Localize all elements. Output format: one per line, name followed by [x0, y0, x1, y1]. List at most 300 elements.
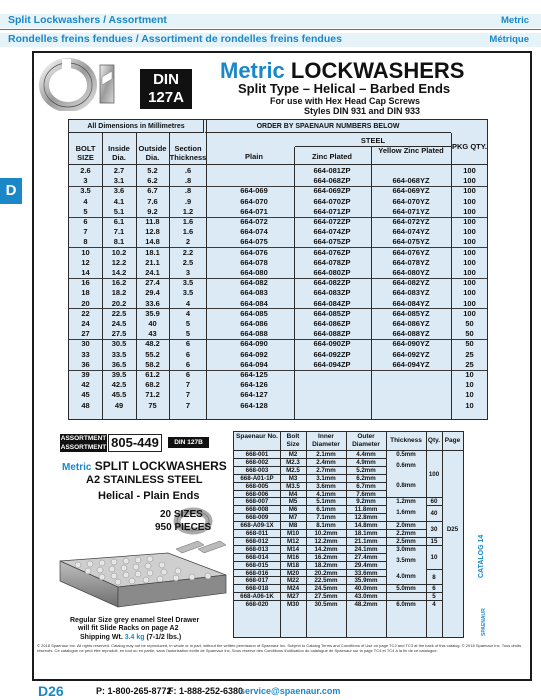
cell-plain: 664-083	[240, 288, 268, 298]
assortment-pieces: 950 PIECES	[155, 522, 212, 533]
cell-yellow: 664-074YZ	[392, 227, 430, 237]
table-row	[69, 360, 487, 370]
table-row	[69, 299, 487, 309]
cell-thick-merged: 1.6mm	[386, 505, 426, 521]
col-outside-dia: Outside Dia.	[138, 144, 167, 162]
cell-inside: 27.5	[111, 329, 127, 339]
cell-outer: 9.2mm	[356, 498, 376, 506]
cell-outside: 18.1	[145, 247, 160, 257]
table-row	[69, 207, 487, 217]
cell-bolt: 45	[81, 390, 90, 400]
col-bolt-size: BOLT SIZE	[75, 144, 96, 162]
cell-no: 668-001	[245, 451, 269, 458]
cell-qty: 40	[426, 505, 442, 521]
cell-qty: 60	[426, 497, 442, 505]
header-rule	[69, 164, 487, 165]
cell-outside: 6.7	[147, 186, 158, 196]
cell-bolt: 36	[81, 359, 90, 369]
cell-zinc: 664-090ZP	[313, 339, 351, 349]
cell-zinc: 664-076ZP	[313, 247, 351, 257]
cell-section: 7	[185, 380, 191, 390]
cell-bolt: 2.6	[80, 166, 91, 175]
cell-inside: 16.2	[111, 278, 127, 288]
product-usage: For use with Hex Head Cap Screws	[270, 96, 421, 106]
cell-yellow: 664-080YZ	[392, 268, 430, 277]
cell-outside: 21.1	[145, 257, 160, 267]
cell-inside: 22.5	[111, 308, 127, 318]
cell-inner: 7.1mm	[316, 514, 336, 522]
din-127b-badge: DIN 127B	[168, 437, 209, 448]
cell-thick: 3.0mm	[396, 545, 416, 553]
lockwasher-spec-table	[68, 119, 488, 420]
cell-outside: 68.2	[145, 380, 160, 390]
cell-plain: 664-128	[240, 400, 268, 410]
assortment-title-main: SPLIT LOCKWASHERS	[94, 459, 227, 473]
cell-bolt: M27	[286, 593, 300, 601]
fax-number: F: 1-888-252-6380	[168, 686, 244, 696]
cell-yellow: 664-078YZ	[392, 257, 430, 267]
cell-inner: 30.5mm	[314, 601, 338, 609]
col-qty: Qty.	[427, 437, 441, 444]
cell-pkg: 50	[465, 329, 474, 339]
table-row	[69, 278, 487, 288]
cell-plain: 664-080	[240, 268, 268, 277]
cell-section: 4	[185, 308, 191, 318]
cell-section: 3	[185, 268, 191, 277]
cell-yellow: 664-092YZ	[392, 349, 430, 359]
cell-outer: 29.4mm	[354, 561, 378, 569]
cell-section: 7	[185, 400, 191, 410]
cell-section: .8	[184, 186, 192, 196]
column-rule	[371, 147, 372, 419]
cell-inside: 42.5	[111, 380, 127, 390]
cell-no: 668-018	[245, 585, 269, 593]
cell-bolt: M30	[286, 601, 300, 609]
cell-no: 668-002	[245, 458, 269, 466]
cell-bolt: M3	[288, 474, 298, 482]
cell-inner: 4.1mm	[316, 490, 336, 498]
cell-bolt: 3	[83, 176, 88, 186]
lockwasher-image	[38, 57, 130, 111]
col-plain: Plain	[245, 152, 263, 161]
cell-zinc: 664-080ZP	[313, 268, 351, 277]
header-category-fr: Métrique	[489, 34, 529, 45]
cell-outer: 4.9mm	[356, 458, 376, 466]
table-row	[69, 186, 487, 196]
table-row	[69, 370, 487, 380]
cell-thick-merged: 0.6mm	[386, 458, 426, 474]
cell-thick-merged: 3.5mm	[386, 553, 426, 569]
cell-inner: 24.5mm	[314, 585, 338, 593]
cell-inside: 49	[114, 400, 124, 410]
cell-qty: 15	[426, 537, 442, 545]
table-row	[69, 258, 487, 268]
col-spaenaur-no: Spaenaur No.	[236, 433, 278, 440]
product-styles: Styles DIN 931 and DIN 933	[304, 106, 421, 116]
cell-pkg: 50	[465, 319, 474, 328]
cell-inside: 24.5	[111, 319, 127, 328]
cell-zinc: 664-072ZP	[313, 217, 351, 226]
column-rule	[169, 133, 170, 419]
cell-inside: 30.5	[111, 339, 127, 349]
table-row	[69, 248, 487, 258]
cell-bolt: M7	[288, 514, 298, 522]
page-header	[0, 0, 541, 46]
product-title-metric: Metric	[220, 58, 285, 83]
cell-plain: 664-076	[240, 247, 268, 257]
assortment-table-header	[234, 432, 463, 450]
cell-outer: 24.1mm	[354, 545, 378, 553]
cell-inner: 3.1mm	[316, 474, 336, 482]
catalog-label: CATALOG 14	[478, 534, 485, 578]
cell-bolt: M10	[286, 530, 300, 537]
shipping-label: Shipping Wt.	[80, 634, 123, 641]
table-row	[69, 390, 487, 400]
din-127a-badge	[140, 69, 192, 109]
assortment-material: A2 STAINLESS STEEL	[86, 474, 203, 486]
cell-zinc: 664-085ZP	[313, 308, 351, 318]
table-row	[69, 176, 487, 186]
cell-section: 6	[185, 359, 191, 369]
cell-qty: 5	[426, 592, 442, 600]
cell-pkg: 10	[465, 380, 474, 390]
cell-bolt: 7	[83, 227, 88, 237]
cell-thick-merged: 4.0mm	[386, 569, 426, 585]
cell-pkg: 100	[463, 176, 476, 186]
cell-no: 668-012	[245, 537, 269, 545]
cell-yellow: 664-084YZ	[392, 298, 430, 308]
email-link[interactable]: service@spaenaur.com	[240, 686, 341, 696]
cell-page: D25	[442, 450, 463, 608]
product-subtitle: Split Type – Helical – Barbed Ends	[238, 81, 451, 96]
cell-pkg: 10	[465, 400, 474, 410]
cell-yellow: 664-072YZ	[392, 217, 430, 226]
cell-bolt: 39	[81, 370, 90, 379]
column-rule	[206, 120, 207, 419]
cell-yellow: 664-076YZ	[392, 247, 430, 257]
cell-thick: 0.5mm	[396, 451, 416, 458]
cell-plain: 664-088	[240, 329, 268, 339]
cell-plain: 664-085	[240, 308, 268, 318]
cell-qty: 6	[426, 584, 442, 592]
cell-thick-merged: 0.8mm	[386, 474, 426, 498]
cell-section: 2.5	[182, 257, 194, 267]
table-row	[69, 329, 487, 339]
cell-pkg: 100	[463, 166, 476, 175]
cell-no: 668-020	[245, 601, 269, 609]
cell-qty: 4	[426, 600, 442, 608]
cell-inside: 4.1	[113, 196, 125, 206]
steel-header: STEEL	[360, 136, 386, 145]
cell-plain: 664-090	[240, 339, 268, 349]
cell-section: 6	[185, 370, 191, 379]
cell-inside: 39.5	[111, 370, 127, 379]
assortment-sizes: 20 SIZES	[160, 509, 203, 520]
cell-outside: 9.2	[147, 206, 158, 216]
cell-bolt: M8	[288, 522, 298, 530]
cell-outer: 4.4mm	[356, 451, 376, 458]
cell-outer: 12.8mm	[354, 514, 378, 522]
cell-inner: 14.2mm	[314, 545, 338, 553]
shipping-weight-kg: 3.4 kg	[124, 634, 145, 641]
col-inner-dia: Inner Diameter	[312, 433, 340, 448]
cell-inside: 7.1	[113, 227, 125, 237]
cell-zinc: 664-078ZP	[313, 257, 351, 267]
phone-number: P: 1-800-265-8772	[96, 686, 172, 696]
cell-inner: 8.1mm	[316, 522, 336, 530]
cell-bolt: M2	[288, 451, 298, 458]
table-row	[69, 319, 487, 329]
table-row	[69, 227, 487, 237]
cell-bolt: 27	[81, 329, 90, 339]
cell-no: 668-005	[245, 482, 269, 490]
cell-section: 1.2	[182, 206, 194, 216]
cell-section: .6	[184, 166, 192, 175]
cell-zinc: 664-092ZP	[313, 349, 351, 359]
cell-bolt: M4	[288, 490, 298, 498]
cell-bolt: 14	[81, 268, 90, 277]
table-row	[69, 197, 487, 207]
cell-section: 6	[185, 339, 191, 349]
cell-inside: 33.5	[111, 349, 127, 359]
cell-no: 668-017	[245, 577, 269, 585]
cell-pkg: 100	[463, 186, 476, 196]
cell-outside: 58.2	[145, 359, 160, 369]
cell-outside: 40	[148, 319, 157, 328]
cell-outer: 18.1mm	[354, 530, 378, 537]
cell-yellow: 664-082YZ	[392, 278, 430, 288]
cell-thick: 2.0mm	[396, 522, 416, 530]
cell-qty: 100	[426, 450, 442, 497]
cell-thick: 2.2mm	[396, 530, 416, 537]
din-number: 127A	[148, 89, 184, 106]
cell-pkg: 100	[463, 237, 476, 247]
cell-section: 3.5	[182, 288, 194, 298]
cell-outer: 35.9mm	[354, 577, 378, 585]
cell-inside: 18.2	[111, 288, 127, 298]
cell-bolt: M5	[288, 498, 298, 506]
cell-pkg: 100	[463, 257, 476, 267]
cell-section: .9	[184, 196, 192, 206]
cell-outside: 24.1	[145, 268, 160, 277]
cell-plain: 664-072	[240, 217, 268, 226]
cell-thick: 6.0mm	[396, 601, 416, 609]
cell-no: 668-008	[245, 506, 269, 514]
cell-yellow: 664-094YZ	[392, 359, 430, 369]
cell-plain: 664-125	[240, 370, 268, 379]
table-row	[69, 166, 487, 176]
cell-outside: 75	[148, 400, 157, 410]
cell-thick: 2.5mm	[396, 537, 416, 545]
cell-bolt: 5	[83, 206, 88, 216]
cell-inside: 14.2	[111, 268, 127, 277]
cell-section: 1.6	[182, 227, 194, 237]
cell-zinc: 664-081ZP	[313, 166, 351, 175]
col-bolt-size-2: Bolt Size	[286, 433, 300, 448]
brand-logo: SPAENAUR	[481, 608, 487, 636]
cell-zinc: 664-069ZP	[313, 186, 351, 196]
cell-plain: 664-086	[240, 319, 268, 328]
cell-zinc: 664-071ZP	[313, 206, 351, 216]
cell-outside: 55.2	[145, 349, 160, 359]
cell-bolt: M16	[286, 553, 300, 561]
table-row	[69, 288, 487, 298]
assortment-label: ASSORTMENT	[60, 435, 107, 442]
cell-pkg: 25	[465, 359, 474, 369]
cell-outer: 6.7mm	[356, 482, 376, 490]
table-row	[69, 309, 487, 319]
cell-bolt: 18	[81, 288, 90, 298]
cell-bolt: M6	[288, 506, 298, 514]
cell-bolt: 33	[81, 349, 90, 359]
cell-inside: 10.2	[111, 247, 127, 257]
cell-no: 668-014	[245, 553, 269, 561]
cell-bolt: 22	[81, 308, 90, 318]
cell-inside: 36.5	[111, 359, 127, 369]
cell-pkg: 100	[463, 278, 476, 288]
cell-inside: 20.2	[111, 298, 127, 308]
cell-outer: 48.2mm	[354, 601, 378, 609]
cell-section: 5	[185, 329, 191, 339]
assortment-code: 805-449	[108, 434, 162, 452]
cell-bolt: M2.5	[286, 466, 300, 474]
cell-no: 668-A01-1P	[240, 474, 274, 482]
column-rule	[346, 432, 347, 637]
cell-section: 3.5	[182, 278, 194, 288]
cell-bolt: 12	[81, 257, 90, 267]
cell-inside: 8.1	[113, 237, 125, 247]
cell-outside: 71.2	[145, 390, 160, 400]
cell-thick: 1.2mm	[396, 498, 416, 506]
cell-bolt: M2.3	[286, 458, 300, 466]
cell-yellow: 664-071YZ	[392, 206, 430, 216]
header-title-fr: Rondelles freins fendues / Assortiment de rondelles freins fendues	[8, 33, 342, 45]
cell-outside: 35.9	[145, 308, 160, 318]
cell-zinc: 664-084ZP	[313, 298, 351, 308]
order-header: ORDER BY SPAENAUR NUMBERS BELOW	[205, 120, 451, 133]
shipping-weight-lbs: (7-1/2 lbs.)	[146, 634, 182, 641]
cell-plain: 664-075	[240, 237, 268, 247]
table-row	[69, 268, 487, 278]
cell-inner: 10.2mm	[314, 530, 338, 537]
column-rule	[386, 432, 387, 637]
cell-pkg: 50	[465, 339, 474, 349]
cell-no: 668-011	[245, 530, 269, 537]
cell-inside: 3.6	[113, 186, 125, 196]
cell-inside: 45.5	[111, 390, 127, 400]
table-row	[69, 237, 487, 247]
cell-inner: 20.2mm	[314, 569, 338, 577]
cell-plain: 664-127	[240, 390, 268, 400]
cell-section: 4	[185, 298, 191, 308]
table-row	[69, 339, 487, 349]
cell-inner: 27.5mm	[314, 593, 338, 601]
column-rule	[280, 432, 281, 637]
cell-bolt: 30	[81, 339, 90, 349]
cell-zinc: 664-082ZP	[313, 278, 351, 288]
cell-outer: 21.1mm	[354, 537, 378, 545]
cell-inside: 12.2	[111, 257, 127, 267]
cell-pkg: 100	[463, 227, 476, 237]
header-category-en: Metric	[501, 15, 529, 26]
cell-outside: 14.8	[145, 237, 160, 247]
cell-inner: 18.2mm	[314, 561, 338, 569]
cell-outer: 5.2mm	[356, 466, 376, 474]
cell-outside: 43	[148, 329, 157, 339]
col-page: Page	[444, 437, 461, 444]
cell-zinc: 664-075ZP	[313, 237, 351, 247]
cell-plain: 664-126	[240, 380, 268, 390]
cell-inside: 6.1	[113, 217, 125, 226]
cell-bolt: 24	[81, 319, 90, 328]
cell-yellow: 664-088YZ	[392, 329, 430, 339]
header-title-en: Split Lockwashers / Assortment	[8, 14, 167, 26]
section-tab: D	[0, 178, 22, 204]
cell-qty: 8	[426, 569, 442, 585]
cell-zinc: 664-070ZP	[313, 196, 351, 206]
drawer-note-1: Regular Size grey enamel Steel Drawer	[70, 617, 200, 624]
table-row	[69, 380, 487, 390]
cell-bolt: M22	[286, 577, 300, 585]
cell-inside: 2.7	[113, 166, 125, 175]
cell-inner: 2.7mm	[316, 466, 336, 474]
cell-zinc: 664-094ZP	[313, 359, 351, 369]
cell-bolt: 8	[83, 237, 88, 247]
cell-inner: 2.1mm	[316, 451, 336, 458]
cell-section: 2	[185, 237, 191, 247]
cell-section: .8	[184, 176, 192, 186]
cell-plain: 664-082	[240, 278, 268, 288]
cell-bolt: M20	[286, 569, 300, 577]
cell-inner: 16.2mm	[314, 553, 338, 561]
cell-pkg: 100	[463, 298, 476, 308]
cell-no: 668-009	[245, 514, 269, 522]
col-zinc-plated: Zinc Plated	[311, 152, 352, 161]
cell-no: 668-013	[245, 545, 269, 553]
col-outer-dia: Outer Diameter	[352, 433, 380, 448]
cell-bolt: 20	[81, 298, 90, 308]
cell-section: 7	[185, 390, 191, 400]
column-rule	[102, 133, 103, 419]
column-rule	[294, 147, 295, 419]
cell-plain: 664-069	[240, 186, 268, 196]
cell-bolt: 3.5	[80, 186, 91, 196]
cell-pkg: 100	[463, 308, 476, 318]
cell-section: 5	[185, 319, 191, 328]
cell-plain: 664-078	[240, 257, 268, 267]
cell-inner: 3.6mm	[316, 482, 336, 490]
cell-inside: 3.1	[113, 176, 125, 186]
column-rule	[426, 432, 427, 637]
cell-outer: 11.8mm	[354, 506, 378, 514]
cell-inner: 5.1mm	[316, 498, 336, 506]
table-row	[69, 401, 487, 411]
cell-section: 1.6	[182, 217, 194, 226]
assortment-title	[62, 459, 227, 473]
cell-no: 668-007	[245, 498, 269, 506]
cell-qty: 30	[426, 521, 442, 537]
cell-pkg: 100	[463, 217, 476, 226]
cell-yellow: 664-069YZ	[392, 186, 430, 196]
column-rule	[451, 133, 452, 419]
col-thickness: Thickness	[390, 437, 422, 444]
cell-yellow: 664-085YZ	[392, 308, 430, 318]
cell-bolt: 16	[81, 278, 90, 288]
cell-plain: 664-074	[240, 227, 268, 237]
cell-outer: 14.8mm	[354, 522, 378, 530]
cell-outer: 33.6mm	[354, 569, 378, 577]
cell-plain: 664-094	[240, 359, 268, 369]
